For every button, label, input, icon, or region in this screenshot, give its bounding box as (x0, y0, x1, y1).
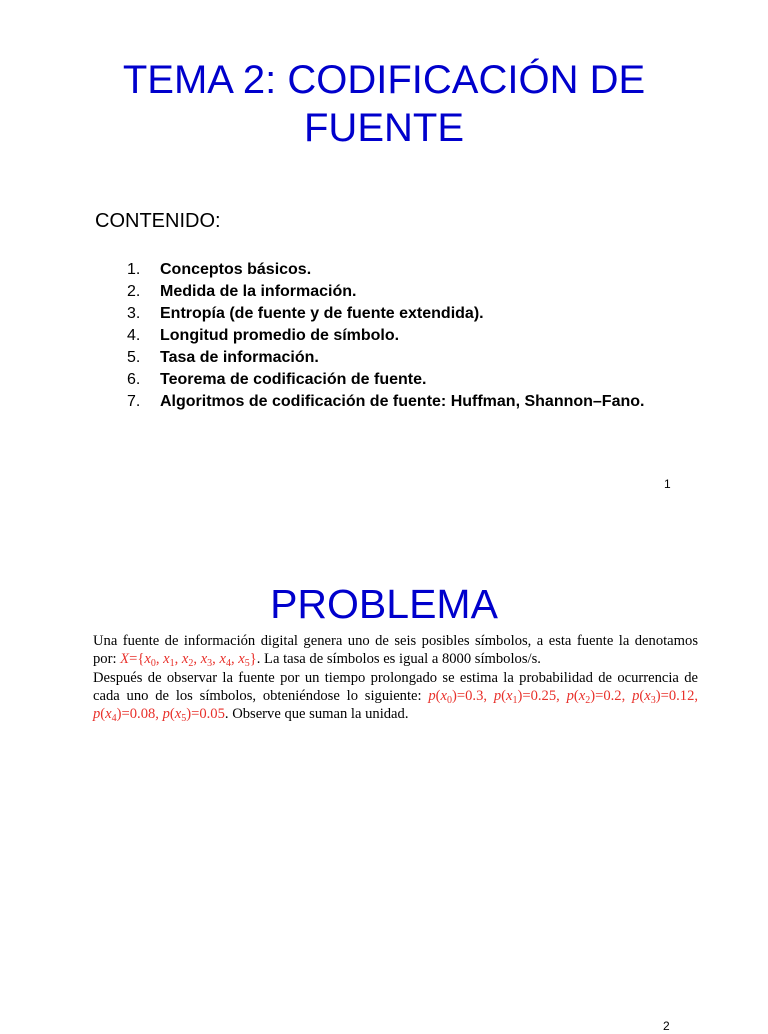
symbol-subscript: 3 (207, 658, 213, 669)
probability-item: $p(x_2)=0.2$ (566, 688, 622, 706)
toc-item (127, 347, 644, 369)
paragraph-text: Después de observar la fuente por un tiempo prolongado se estima la probabilidad de ocurrencia de cada uno de los símbolos, obteniéndose lo siguiente: (93, 670, 698, 704)
symbol-variable: x (163, 651, 170, 667)
page-number: 1 (664, 477, 671, 491)
set-items (144, 651, 249, 667)
toc-item (127, 325, 644, 347)
toc-item-text: Conceptos básicos. (160, 261, 312, 278)
paragraph-text: Una fuente de información digital genera uno de seis posibles símbolos, a esta fuente la denotamos por: (93, 633, 698, 667)
symbol-subscript: 1 (169, 658, 175, 669)
set-close: } (249, 651, 257, 667)
toc-item-number: 2. (127, 283, 141, 300)
title-line-2: FUENTE (304, 106, 464, 150)
symbol-subscript: 0 (150, 658, 156, 669)
symbol-variable: x (219, 651, 226, 667)
slide-title (0, 56, 768, 152)
symbol-subscript: 5 (244, 658, 250, 669)
toc-item-text: Medida de la información. (160, 283, 357, 300)
paragraph-text: . La tasa de símbolos es igual a 8000 símbolos/s. (256, 651, 541, 667)
toc-item-text: Teorema de codificación de fuente. (160, 371, 427, 388)
table-of-contents (127, 259, 644, 413)
toc-item-text: Entropía (de fuente y de fuente extendida). (160, 305, 484, 322)
title-line-1: TEMA 2: CODIFICACIÓN DE (122, 58, 646, 102)
toc-item (127, 259, 644, 281)
symbol-variable: x (181, 651, 189, 667)
slide-2 (0, 512, 768, 1033)
toc-item-text: Tasa de información. (160, 349, 319, 366)
toc-item (127, 391, 644, 413)
toc-item-text: Longitud promedio de símbolo. (160, 327, 400, 344)
slide-title: PROBLEMA (270, 581, 498, 627)
toc-item-number: 6. (127, 371, 141, 388)
toc-item (127, 303, 644, 325)
symbol-subscript: 2 (188, 658, 194, 669)
symbol-variable: x (238, 651, 245, 667)
separator: , (155, 651, 164, 667)
toc-item (127, 281, 644, 303)
toc-item-number: 3. (127, 305, 141, 322)
separator: , (230, 651, 239, 667)
toc-item-number: 4. (127, 327, 141, 344)
set-name: X (120, 651, 130, 667)
probability-list: $p(x_0)=0.3$, $p(x_1)=0.25$, $p(x_2)=0.2$, $p(x_3)=0.12$, $p(x_4)=0.08$, $p(x_5)=0.05$ (93, 688, 699, 724)
toc-item (127, 369, 644, 391)
page-number: 2 (663, 1019, 670, 1033)
toc-item-text: Algoritmos de codificación de fuente: Huffman, Shannon–Fano. (160, 393, 645, 410)
slide-1 (0, 0, 768, 512)
symbol-variable: x (144, 651, 151, 667)
symbol-variable: x (200, 651, 208, 667)
contenido-label: CONTENIDO: (95, 210, 221, 232)
separator: , (212, 651, 220, 667)
paragraph-text: . Observe que suman la unidad. (224, 706, 409, 722)
separator: , (193, 651, 201, 667)
symbol-subscript: 4 (225, 658, 231, 669)
toc-item-number: 7. (127, 393, 141, 410)
problem-paragraph-1 (93, 632, 698, 668)
probability-item: $p(x_5)=0.05$ (162, 706, 225, 724)
toc-item-number: 1. (127, 261, 141, 278)
set-open: ={ (129, 651, 145, 667)
problem-paragraph-2 (93, 669, 698, 723)
probability-item: $p(x_1)=0.25$ (493, 688, 557, 706)
separator: , (174, 651, 182, 667)
probability-item: $p(x_0)=0.3$ (428, 688, 484, 706)
probability-item: $p(x_3)=0.12$ (632, 688, 695, 706)
probability-item: $p(x_4)=0.08$ (93, 706, 156, 724)
toc-item-number: 5. (127, 349, 141, 366)
symbol-set (120, 651, 257, 667)
